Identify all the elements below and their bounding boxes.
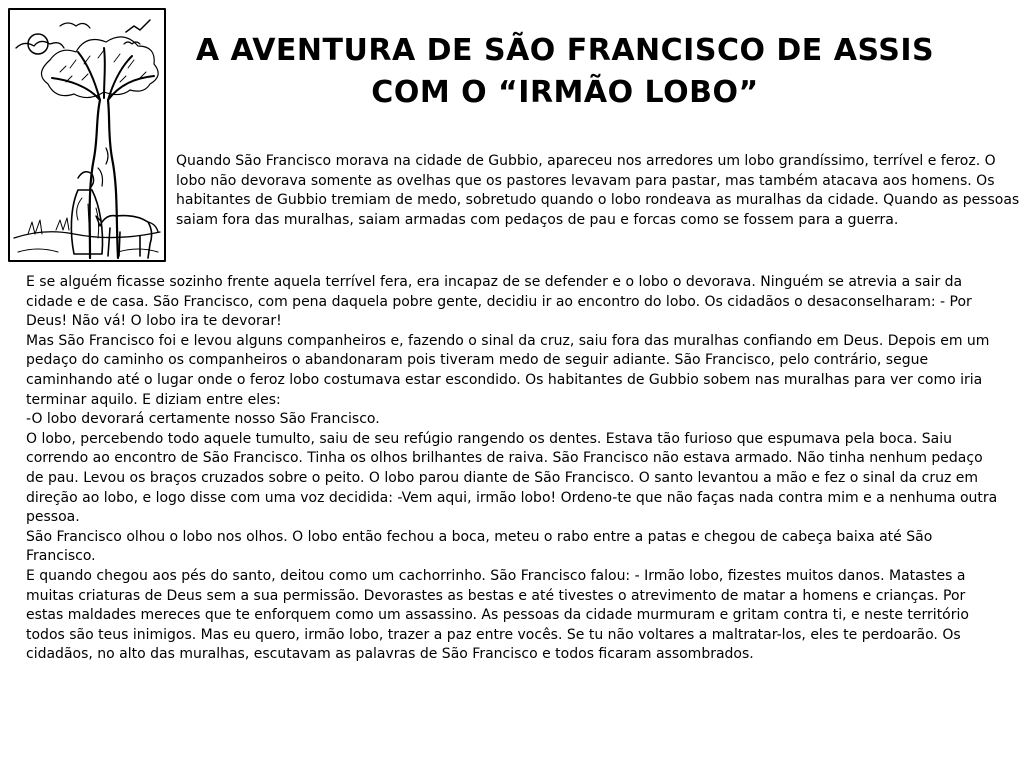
story-paragraph-4: O lobo, percebendo todo aquele tumulto, saiu de seu refúgio rangendo os dentes. Estava tão furioso que espumava pela boca. Saiu correndo ao encontro de São Francisco. Tinha os olhos brilhantes de raiva. São Francisco não estava armado. Não tinha nenhum pedaço de pau. Levou os braços cruzados sobre o peito. O lobo parou diante de São Francisco. O santo levantou a mão e fez o sinal da cruz em direção ao lobo, e logo disse com uma voz decidida: -Vem aqui, irmão lobo! Ordeno-te que não faças nada contra mim e a nenhuma outra pessoa.	[26, 430, 998, 526]
story-paragraph-2: Mas São Francisco foi e levou alguns companheiros e, fazendo o sinal da cruz, saiu fora das muralhas confiando em Deus. Depois em um pedaço do caminho os companheiros o abandonaram pois tiveram medo de seguir adiante. São Francisco, pelo contrário, segue caminhando até o lugar onde o feroz lobo costumava estar escondido. Os habitantes de Gubbio sobem nas muralhas para ver como iria terminar aquilo. E diziam entre eles:	[26, 332, 990, 408]
page-title	[170, 30, 960, 114]
title-line-2: COM O “IRMÃO LOBO”	[371, 75, 759, 110]
saint-francis-wolf-illustration	[8, 8, 166, 262]
intro-paragraph: Quando São Francisco morava na cidade de Gubbio, apareceu nos arredores um lobo grandíssimo, terrível e feroz. O lobo não devorava somente as ovelhas que os pastores levavam para pastar, mas também atacava aos homens. Os habitantes de Gubbio tremiam de medo, sobretudo quando o lobo rondeava as muralhas da cidade. Quando as pessoas saiam fora das muralhas, saiam armadas com pedaços de pau e forcas como se fossem para a guerra.	[176, 153, 1020, 228]
story-paragraph-6: E quando chegou aos pés do santo, deitou como um cachorrinho. São Francisco falou: - Irmão lobo, fizestes muitos danos. Matastes a muitas criaturas de Deus sem a sua permissão. Devorastes as bestas e até tivestes o atrevimento de matar a homens e crianças. Por estas maldades mereces que te enforquem como um assassino. As pessoas da cidade murmuram e gritam contra ti, e neste território todos são teus inimigos. Mas eu quero, irmão lobo, trazer a paz entre vocês. Se tu não voltares a maltratar-los, eles te perdoarão. Os cidadãos, no alto das muralhas, escutavam as palavras de São Francisco e todos ficaram assombrados.	[26, 567, 969, 663]
story-paragraph-1: E se alguém ficasse sozinho frente aquela terrível fera, era incapaz de se defender e o lobo o devorava. Ninguém se atrevia a sair da cidade e de casa. São Francisco, com pena daquela pobre gente, decidiu ir ao encontro do lobo. Os cidadãos o desaconselharam: - Por Deus! Não vá! O lobo ira te devorar!	[26, 274, 972, 330]
story-paragraph-3: -O lobo devorará certamente nosso São Francisco.	[26, 411, 380, 428]
saint-francis-with-wolf-drawing-icon	[8, 8, 166, 262]
story-body	[26, 273, 1001, 665]
title-line-1: A AVENTURA DE SÃO FRANCISCO DE ASSIS	[195, 33, 935, 68]
story-paragraph-5: São Francisco olhou o lobo nos olhos. O lobo então fechou a boca, meteu o rabo entre a patas e chegou de cabeça baixa até São Francisco.	[26, 528, 933, 565]
